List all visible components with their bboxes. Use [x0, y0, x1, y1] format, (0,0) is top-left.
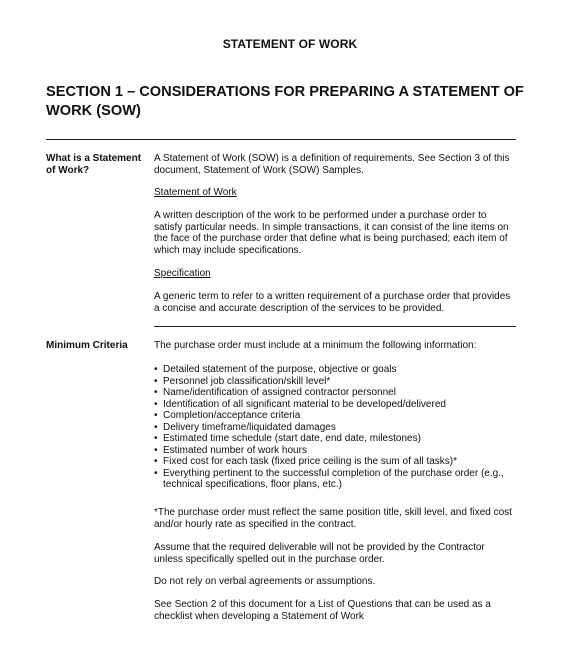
verbal-agreement-warning: Do not rely on verbal agreements or assumptions.: [154, 576, 376, 587]
bullet-icon: •: [154, 433, 158, 444]
list-item-text: Estimated time schedule (start date, end date, milestones): [163, 433, 421, 444]
list-item: [154, 376, 514, 388]
see-section-2-note: See Section 2 of this document for a List of Questions that can be used as a checklist when developing a Statement of Work: [154, 599, 491, 622]
list-item-text: Personnel job classification/skill level*: [163, 375, 331, 387]
list-item-text: Identification of all significant material to be developed/delivered: [163, 398, 446, 410]
specification-text: A generic term to refer to a written requirement of a purchase order that provides a concise and accurate description of the services to be provided.: [154, 291, 511, 314]
bullet-icon: •: [154, 444, 158, 456]
list-item: [154, 456, 514, 468]
list-item-text: Everything pertinent to the successful completion of the purchase order (e.g., technical specifications, floor plans, etc.): [163, 467, 504, 490]
document-title: STATEMENT OF WORK: [222, 37, 358, 51]
list-item: [154, 468, 514, 491]
minimum-criteria-label: Minimum Criteria: [46, 340, 128, 351]
sow-definition-heading: Statement of Work: [154, 187, 237, 198]
section-divider: [46, 139, 516, 140]
list-item: [154, 387, 514, 399]
criteria-note: *The purchase order must reflect the same position title, skill level, and fixed cost and/or hourly rate as specified in the contract.: [154, 507, 512, 530]
what-is-sow-intro: A Statement of Work (SOW) is a definition of requirements. See Section 3 of this document, Statement of Work (SOW) Samples.: [154, 153, 510, 176]
bullet-icon: •: [154, 456, 158, 467]
bullet-icon: •: [154, 421, 158, 433]
bullet-icon: •: [154, 375, 158, 387]
list-item: [154, 399, 514, 411]
criteria-list: [154, 364, 514, 491]
subsection-divider: [154, 326, 516, 327]
list-item: [154, 445, 514, 457]
list-item-text: Name/identification of assigned contractor personnel: [163, 387, 396, 398]
section-heading: SECTION 1 – CONSIDERATIONS FOR PREPARING A STATEMENT OF WORK (SOW): [46, 84, 524, 119]
list-item-text: Detailed statement of the purpose, objective or goals: [163, 364, 397, 375]
list-item-text: Delivery timeframe/liquidated damages: [163, 421, 336, 433]
list-item: [154, 364, 514, 376]
bullet-icon: •: [154, 398, 158, 410]
bullet-icon: •: [154, 467, 158, 479]
bullet-icon: •: [154, 364, 158, 375]
deliverable-assumption: Assume that the required deliverable will not be provided by the Contractor unless specifically spelled out in the purchase order.: [154, 542, 485, 565]
list-item: [154, 433, 514, 445]
specification-heading: Specification: [154, 268, 211, 279]
sow-definition-text: A written description of the work to be performed under a purchase order to satisfy particular needs. In simple transactions, it can consist of the line items on the face of the purchase order that define what is being purchased; each item of which may include specifications.: [154, 210, 509, 256]
list-item-text: Estimated number of work hours: [163, 444, 307, 456]
minimum-criteria-intro: The purchase order must include at a minimum the following information:: [154, 340, 477, 351]
what-is-sow-label: What is a Statement of Work?: [46, 153, 142, 176]
bullet-icon: •: [154, 387, 158, 398]
list-item-text: Fixed cost for each task (fixed price ceiling is the sum of all tasks)*: [163, 456, 458, 467]
list-item-text: Completion/acceptance criteria: [163, 410, 301, 421]
list-item: [154, 410, 514, 422]
bullet-icon: •: [154, 410, 158, 421]
list-item: [154, 422, 514, 434]
